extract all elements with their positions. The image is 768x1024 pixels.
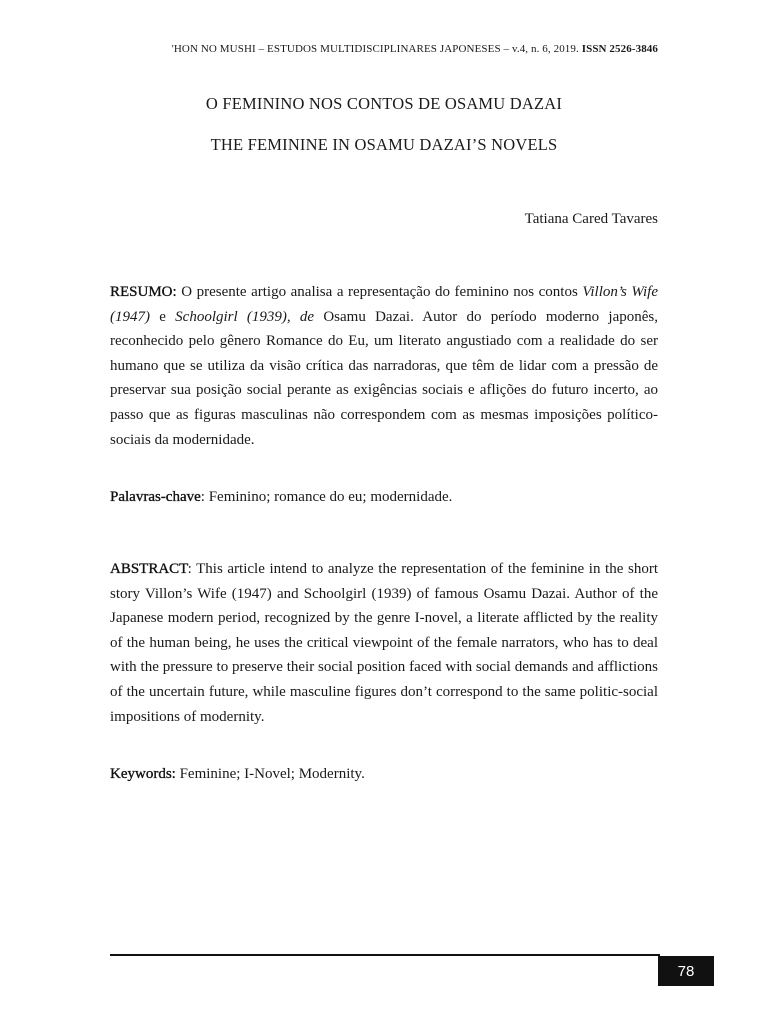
author-name: Tatiana Cared Tavares (524, 211, 658, 227)
resumo-work-villons-wife: Villon’s Wife (1947) (110, 284, 658, 325)
resumo-rest: Osamu Dazai. Autor do período moderno japonês, reconhecido pelo gênero Romance do Eu, um literato angustiado com a realidade do ser humano que se utiliza da visão crítica das narradoras, que têm de lidar com a pressão de preservar sua posição social perante as exigências sociais e aflições do futuro incerto, ao passo que as figuras masculinas não correspondem com as mesmas imposições político-sociais da modernidade. (110, 308, 658, 448)
keywords-english (110, 762, 658, 787)
running-header (60, 43, 658, 55)
keywords-pt-text: : Feminino; romance do eu; modernidade. (200, 489, 453, 505)
keywords-en-label: Keywords: (110, 766, 176, 782)
resumo-work-schoolgirl: Schoolgirl (1939), de (175, 308, 315, 325)
page-number: 78 (677, 962, 695, 980)
journal-name: 'HON NO MUSHI – ESTUDOS MULTIDISCIPLINARES JAPONESES – v.4, n. 6, 2019. (171, 43, 579, 55)
resumo-label: RESUMO: (110, 284, 177, 300)
abstract-paragraph (110, 557, 658, 729)
issn: ISSN 2526-3846 (581, 43, 658, 55)
title-portuguese: O FEMININO NOS CONTOS DE OSAMU DAZAI (205, 94, 563, 113)
resumo-conjunction: e (150, 308, 176, 325)
keywords-portuguese (110, 485, 658, 510)
title-english: THE FEMININE IN OSAMU DAZAI’S NOVELS (210, 135, 558, 154)
page-number-box (658, 956, 714, 986)
footer-divider (110, 954, 660, 956)
abstract-text: : This article intend to analyze the representation of the feminine in the short story Villon’s Wife (1947) and Schoolgirl (1939) of famous Osamu Dazai. Author of the Japanese modern period, recognized by the genre I-novel, a literate afflicted by the reality of the human being, he uses the critical viewpoint of the female narrators, who has to deal with the pressure to preserve their social position faced with social demands and afflictions of the uncertain future, while masculine figures don’t correspond to the same politic-social impositions of modernity. (110, 561, 658, 725)
resumo-paragraph (110, 280, 658, 452)
keywords-pt-label: Palavras-chave (110, 489, 201, 505)
resumo-lead: O presente artigo analisa a representação do feminino nos contos (176, 284, 583, 300)
keywords-en-text: Feminine; I-Novel; Modernity. (175, 766, 365, 782)
abstract-label: ABSTRACT (110, 561, 188, 577)
